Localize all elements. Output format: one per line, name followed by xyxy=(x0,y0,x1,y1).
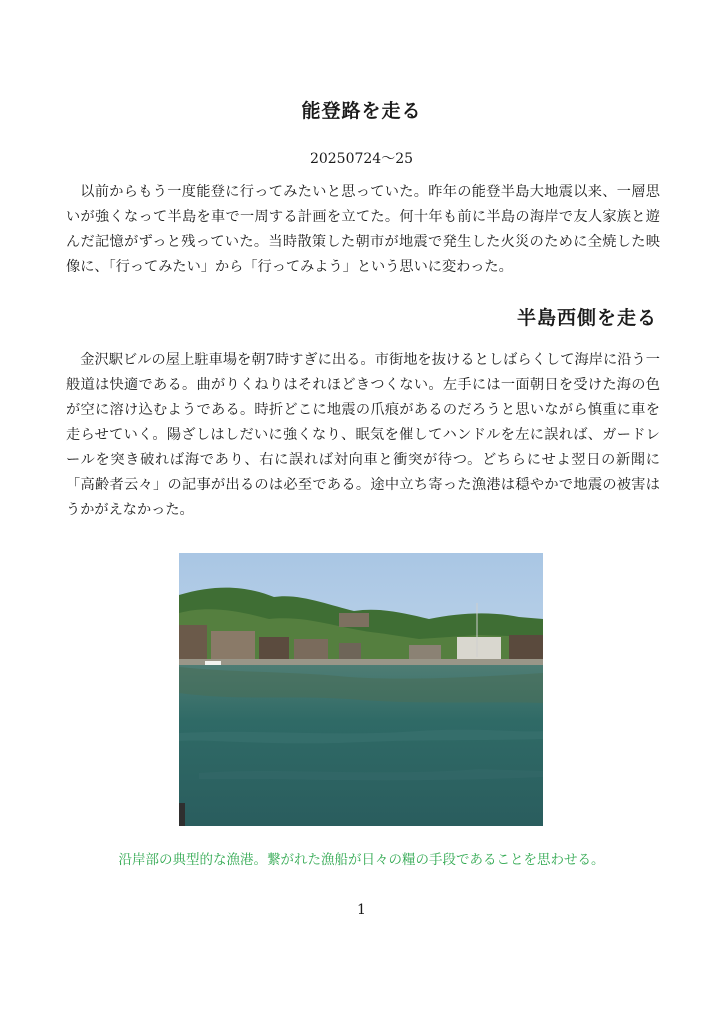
section-heading: 半島西側を走る xyxy=(516,307,657,329)
section-paragraph: 金沢駅ビルの屋上駐車場を朝7時すぎに出る。市街地を抜けるとしばらくして海岸に沿う一般道は快適である。曲がりくねりはそれほどきつくない。左手には一面朝日を受けた海の色が空に溶け込むようである。時折どこに地震の爪痕があるのだろうと思いながら慎重に車を走らせていく。陽ざしはしだいに強くなり、眠気を催してハンドルを左に誤れば、ガードレールを突き破れば海であり、右に誤れば対向車と衝突が待つ。どちらにせよ翌日の新聞に「高齢者云々」の記事が出るのは必至である。途中立ち寄った漁港は穏やかで地震の被害はうかがえなかった。 xyxy=(66,352,660,518)
fishing-port-photo xyxy=(179,553,543,826)
page-number: 1 xyxy=(357,902,366,918)
document-date: 20250724～25 xyxy=(309,151,414,167)
photo-caption: 沿岸部の典型的な漁港。繋がれた漁船が日々の糧の手段であることを思わせる。 xyxy=(118,852,605,868)
document-title: 能登路を走る xyxy=(301,100,422,122)
intro-paragraph: 以前からもう一度能登に行ってみたいと思っていた。昨年の能登半島大地震以来、一層思いが強くなって半島を車で一周する計画を立てた。何十年も前に半島の海岸で友人家族と遊んだ記憶がずっと残っていた。当時散策した朝市が地震で発生した火災のために全焼した映像に、「行ってみたい」から「行ってみよう」という思いに変わった。 xyxy=(66,184,660,275)
